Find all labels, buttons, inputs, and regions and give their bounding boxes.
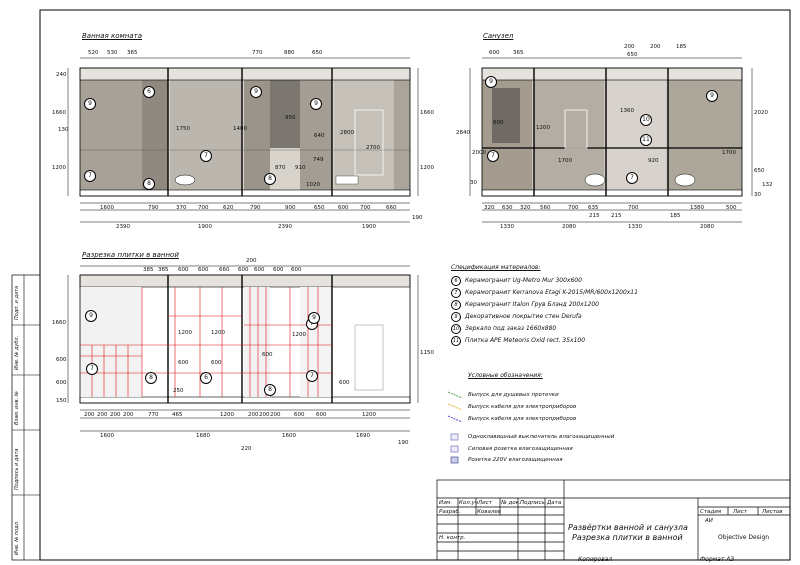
- dim-label: 200: [248, 412, 259, 418]
- dim-label: 1330: [500, 224, 514, 230]
- dim-label: 2700: [366, 145, 380, 151]
- dim-label: 600: [273, 267, 284, 273]
- material-marker: 9: [310, 98, 322, 110]
- dim-label: 1600: [282, 433, 296, 439]
- material-marker: 7: [487, 150, 499, 162]
- spec-title: Спецификация материалов:: [451, 264, 541, 271]
- dim-label: 132: [762, 182, 773, 188]
- dim-label: 215: [611, 213, 622, 219]
- material-marker: 7: [626, 172, 638, 184]
- dim-label: 1200: [292, 332, 306, 338]
- dim-label: 1150: [420, 350, 434, 356]
- material-marker: 6: [200, 372, 212, 384]
- dim-label: 1750: [176, 126, 190, 132]
- material-marker: 7: [306, 370, 318, 382]
- dim-label: 1200: [536, 125, 550, 131]
- dim-label: 385: [158, 267, 169, 273]
- dim-label: 2390: [278, 224, 292, 230]
- dim-label: 600: [254, 267, 265, 273]
- stamp-role: Н. контр.: [439, 535, 466, 541]
- material-marker: 9: [85, 310, 97, 322]
- stamp-header: Изм.: [439, 500, 452, 506]
- spec-item: [451, 276, 582, 286]
- material-marker: 8: [264, 173, 276, 185]
- legend-item: Выпуск для душевых протечки: [468, 392, 559, 398]
- stamp-header: Кол.уч: [459, 500, 479, 506]
- dim-label: 150: [56, 398, 67, 404]
- dim-label: 1690: [356, 433, 370, 439]
- stamp-stage: АИ: [705, 518, 713, 524]
- mirror: [492, 88, 520, 143]
- material-marker: 9: [84, 98, 96, 110]
- dim-label: 660: [219, 267, 230, 273]
- dim-label: 520: [88, 50, 99, 56]
- dim-label: 700: [568, 205, 579, 211]
- wall-panel: [668, 80, 742, 190]
- dim-label: 2080: [562, 224, 576, 230]
- dim-label: 650: [314, 205, 325, 211]
- legend-item: Силовая розетка влагозащищенная: [468, 446, 573, 452]
- legend-item: Розетка 220V влагозащищенная: [468, 457, 563, 463]
- dim-label: 600: [211, 360, 222, 366]
- spec-item: [451, 336, 585, 346]
- spec-item: [451, 312, 582, 322]
- legend-title: Условные обозначения:: [468, 372, 543, 379]
- company-name: Objective Design: [718, 534, 770, 541]
- dim-label: 920: [648, 158, 659, 164]
- stamp-name: Ковалев: [477, 509, 502, 515]
- dim-label: 870: [275, 165, 286, 171]
- dim-label: 770: [148, 412, 159, 418]
- legend-item: Выпуск кабеля для электроприборов: [468, 404, 577, 410]
- dim-label: 320: [484, 205, 495, 211]
- dim-label: 650: [627, 52, 638, 58]
- dim-label: 600: [294, 412, 305, 418]
- dim-label: 200: [259, 412, 270, 418]
- wc-title: Санузел: [483, 32, 514, 40]
- dim-label: 1660: [52, 320, 66, 326]
- wall-panel: [394, 80, 410, 190]
- dim-label: 600: [316, 412, 327, 418]
- dim-label: 365: [127, 50, 138, 56]
- side-stamp-label: Инв. № подл.: [14, 520, 20, 555]
- copied-label: Копировал: [578, 556, 613, 563]
- dim-label: 385: [143, 267, 154, 273]
- stamp-role: Разраб.: [439, 509, 461, 515]
- dim-label: 1200: [211, 330, 225, 336]
- spec-marker: 10: [452, 326, 460, 332]
- dim-label: 320: [520, 205, 531, 211]
- wc-elevation: [482, 68, 742, 196]
- spec-marker: 7: [451, 288, 461, 298]
- spec-text: Керамогранит Ug-Metro Mur 300х600: [465, 277, 582, 284]
- dim-label: 200: [270, 412, 281, 418]
- material-marker: 9: [250, 86, 262, 98]
- dim-label: 749: [313, 157, 324, 163]
- dim-label: 190: [398, 440, 409, 446]
- dim-label: 640: [314, 133, 325, 139]
- material-marker: 8: [264, 384, 276, 396]
- dim-label: 600: [493, 120, 504, 126]
- dim-label: 215: [589, 213, 600, 219]
- dim-label: 1660: [52, 110, 66, 116]
- spec-item: [451, 288, 638, 298]
- dim-label: 900: [285, 205, 296, 211]
- dim-label: 220: [241, 446, 252, 452]
- spec-marker: 6: [451, 276, 461, 286]
- dim-label: 600: [262, 352, 273, 358]
- wall-panel: [170, 80, 242, 190]
- side-stamp-label: Подпись и дата: [14, 448, 20, 490]
- dim-label: 2080: [700, 224, 714, 230]
- dim-label: 1200: [362, 412, 376, 418]
- dim-label: 700: [628, 205, 639, 211]
- dim-label: 600: [339, 380, 350, 386]
- dim-label: 1330: [628, 224, 642, 230]
- spec-text: Зеркало под заказ 1660х880: [465, 325, 557, 332]
- material-marker: 8: [145, 372, 157, 384]
- dim-label: 770: [252, 50, 263, 56]
- dim-label: 600: [198, 267, 209, 273]
- dim-label: 600: [178, 360, 189, 366]
- dim-label: 660: [386, 205, 397, 211]
- dim-label: 600: [178, 267, 189, 273]
- material-marker: 9: [308, 312, 320, 324]
- stamp-header: Лист: [478, 500, 492, 506]
- format-label: Формат А3: [700, 556, 735, 563]
- material-marker: 7: [84, 170, 96, 182]
- dim-label: 1600: [100, 433, 114, 439]
- material-marker: 7: [86, 363, 98, 375]
- side-stamp-label: Взам. инв. №: [14, 391, 20, 425]
- dim-label: 1900: [198, 224, 212, 230]
- dim-label: 200: [110, 412, 121, 418]
- drawing-title-line1: Развёртки ванной и санузла: [568, 523, 688, 532]
- drawing-title-line2: Разрезка плитки в ванной: [572, 533, 683, 542]
- dim-label: 630: [502, 205, 513, 211]
- dim-label: 2840: [456, 130, 470, 136]
- side-stamp-label: Инв. № дубл.: [14, 335, 20, 370]
- dim-label: 1700: [558, 158, 572, 164]
- stamp-header: № док.: [501, 500, 521, 506]
- dim-label: 600: [56, 357, 67, 363]
- dim-label: 1600: [100, 205, 114, 211]
- spec-marker: 11: [452, 338, 460, 344]
- dim-label: 200: [246, 258, 257, 264]
- dim-label: 600: [56, 380, 67, 386]
- dim-label: 500: [726, 205, 737, 211]
- dim-label: 880: [284, 50, 295, 56]
- mirror: [270, 80, 300, 148]
- dim-label: 620: [223, 205, 234, 211]
- dim-label: 600: [238, 267, 249, 273]
- dim-label: 30: [754, 192, 761, 198]
- dim-label: 1200: [52, 165, 66, 171]
- legend-item: Выпуск кабеля для электроприборов: [468, 416, 577, 422]
- dim-label: 365: [513, 50, 524, 56]
- dim-label: 600: [338, 205, 349, 211]
- dim-label: 1200: [178, 330, 192, 336]
- dim-label: 1900: [362, 224, 376, 230]
- stamp-header: Стадия: [700, 509, 722, 515]
- dim-label: 250: [173, 388, 184, 394]
- bathroom-elevation: [80, 68, 410, 196]
- dim-label: 1660: [420, 110, 434, 116]
- wall-panel: [534, 80, 604, 190]
- spec-marker: 8: [451, 300, 461, 310]
- dim-label: 790: [148, 205, 159, 211]
- dim-label: 130: [58, 127, 69, 133]
- dim-label: 200: [123, 412, 134, 418]
- dim-label: 560: [540, 205, 551, 211]
- dim-label: 185: [676, 44, 687, 50]
- dim-label: 700: [360, 205, 371, 211]
- dim-label: 2390: [116, 224, 130, 230]
- dim-label: 465: [172, 412, 183, 418]
- dim-label: 1200: [420, 165, 434, 171]
- dim-label: 240: [56, 72, 67, 78]
- dim-label: 635: [588, 205, 599, 211]
- dim-label: 200: [624, 44, 635, 50]
- dim-label: 185: [670, 213, 681, 219]
- dim-label: 700: [198, 205, 209, 211]
- dim-label: 1200: [220, 412, 234, 418]
- dim-label: 650: [754, 168, 765, 174]
- stamp-header: Лист: [733, 509, 747, 515]
- side-stamp-label: Подп. и дата: [14, 285, 20, 320]
- dim-label: 600: [489, 50, 500, 56]
- dim-label: 1400: [233, 126, 247, 132]
- dim-label: 1380: [690, 205, 704, 211]
- material-marker: 9: [706, 90, 718, 102]
- spec-text: Декоративное покрытие стен Derufa: [465, 313, 582, 320]
- material-marker: 8: [143, 178, 155, 190]
- material-marker: 9: [485, 76, 497, 88]
- stamp-header: Подпись: [520, 500, 545, 506]
- material-marker: 10: [640, 114, 652, 126]
- tile-section: [80, 275, 410, 403]
- dim-label: 200: [650, 44, 661, 50]
- stamp-header: Листов: [762, 509, 783, 515]
- material-marker: 7: [200, 150, 212, 162]
- dim-label: 910: [295, 165, 306, 171]
- dim-label: 950: [285, 115, 296, 121]
- dim-label: 2000: [472, 150, 486, 156]
- dim-label: 1020: [306, 182, 320, 188]
- dim-label: 200: [97, 412, 108, 418]
- dim-label: 530: [107, 50, 118, 56]
- dim-label: 600: [291, 267, 302, 273]
- stamp-header: Дата: [547, 500, 562, 506]
- legend-item: Одноклавишный выключатель влагозащищенный: [468, 434, 615, 440]
- dim-label: 30: [470, 180, 477, 186]
- dim-label: 200: [84, 412, 95, 418]
- spec-text: Керамогранит Italon Грув Блэнд 200х1200: [465, 301, 599, 308]
- dim-label: 790: [250, 205, 261, 211]
- spec-item: [451, 324, 556, 334]
- material-marker: 11: [640, 134, 652, 146]
- legend-arrows: [448, 392, 462, 463]
- dim-label: 1680: [196, 433, 210, 439]
- dim-label: 2800: [340, 130, 354, 136]
- dim-label: 190: [412, 215, 423, 221]
- bathroom-title: Ванная комната: [82, 32, 142, 40]
- dim-label: 370: [176, 205, 187, 211]
- tile-section-title: Разрезка плитки в ванной: [82, 251, 179, 259]
- title-block: [437, 480, 790, 560]
- spec-marker: 9: [451, 312, 461, 322]
- spec-item: [451, 300, 599, 310]
- spec-text: Керамогранит Kerranova Etagi K-2015/MR/600х1200х11: [465, 289, 638, 296]
- dim-label: 2020: [754, 110, 768, 116]
- spec-text: Плитка APE Meteoris Oxid rect. 35х100: [465, 337, 586, 344]
- dim-label: 1700: [722, 150, 736, 156]
- dim-label: 650: [312, 50, 323, 56]
- material-marker: 6: [143, 86, 155, 98]
- dim-label: 1360: [620, 108, 634, 114]
